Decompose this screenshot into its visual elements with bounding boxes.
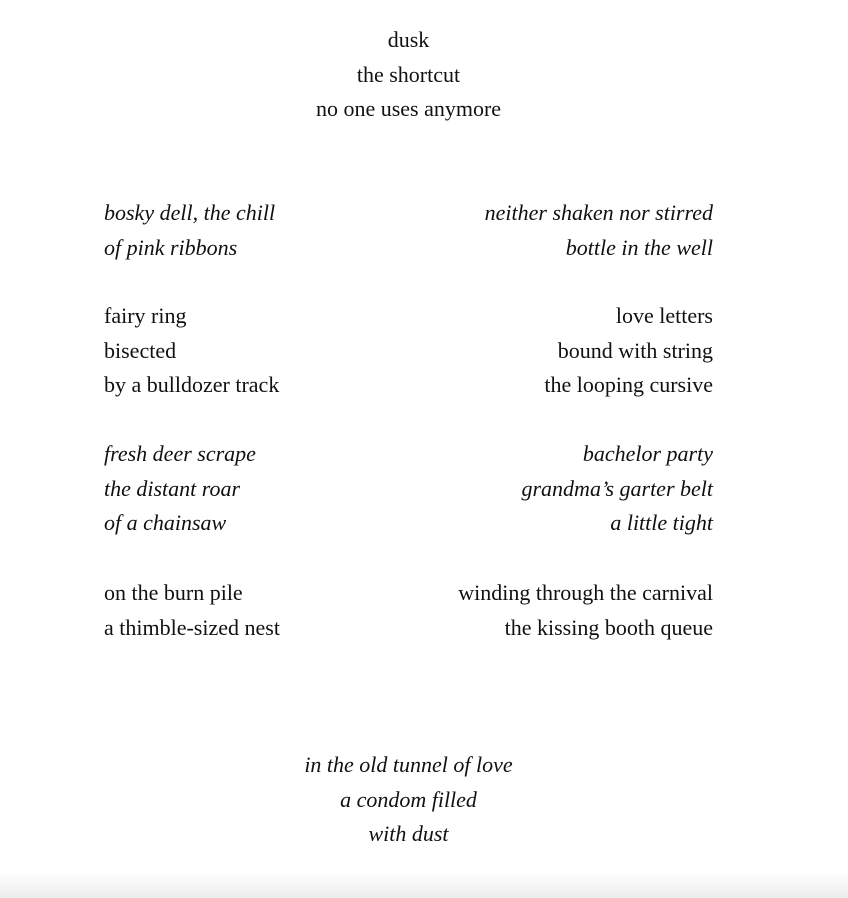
- poem-line: by a bulldozer track: [104, 372, 280, 397]
- left-stanza-3: [104, 437, 424, 541]
- right-stanza-2: [393, 299, 713, 403]
- poem-line: dusk: [387, 27, 430, 52]
- left-stanza-2: [104, 299, 424, 403]
- poem-line: a little tight: [610, 510, 713, 535]
- poem-line: winding through the carnival: [458, 580, 713, 605]
- poem-line: of a chainsaw: [104, 510, 227, 535]
- poem-line: bosky dell, the chill: [104, 200, 276, 225]
- poem-line: love letters: [615, 303, 713, 328]
- right-stanza-1: [393, 196, 713, 265]
- poem-line: the distant roar: [104, 475, 241, 501]
- poem-line: fairy ring: [104, 303, 187, 328]
- poem-line: grandma’s garter belt: [521, 475, 713, 501]
- closing-stanza: [0, 748, 817, 852]
- poem-line: a condom filled: [340, 786, 477, 812]
- poem-line: with dust: [368, 821, 449, 846]
- right-stanza-3: [393, 437, 713, 541]
- poem-line: no one uses anymore: [315, 96, 502, 121]
- poem-line: the looping cursive: [544, 372, 713, 397]
- poem-line: the kissing booth queue: [504, 614, 713, 640]
- poem-line: on the burn pile: [104, 580, 243, 605]
- poem-line: neither shaken nor stirred: [484, 200, 713, 225]
- poem-line: a thimble-sized nest: [104, 614, 280, 640]
- poem-line: bisected: [104, 337, 177, 363]
- poem-line: bound with string: [557, 337, 713, 363]
- poem-line: the shortcut: [356, 61, 461, 87]
- poem-line: in the old tunnel of love: [304, 752, 513, 777]
- poem-line: bachelor party: [582, 441, 713, 466]
- bottom-shadow: [0, 872, 848, 898]
- opening-stanza: [0, 23, 817, 127]
- left-stanza-1: [104, 196, 424, 265]
- left-stanza-4: [104, 576, 424, 645]
- poem-line: fresh deer scrape: [104, 441, 256, 466]
- poem-line: of pink ribbons: [104, 234, 238, 260]
- poem-line: bottle in the well: [565, 234, 713, 260]
- right-stanza-4: [393, 576, 713, 645]
